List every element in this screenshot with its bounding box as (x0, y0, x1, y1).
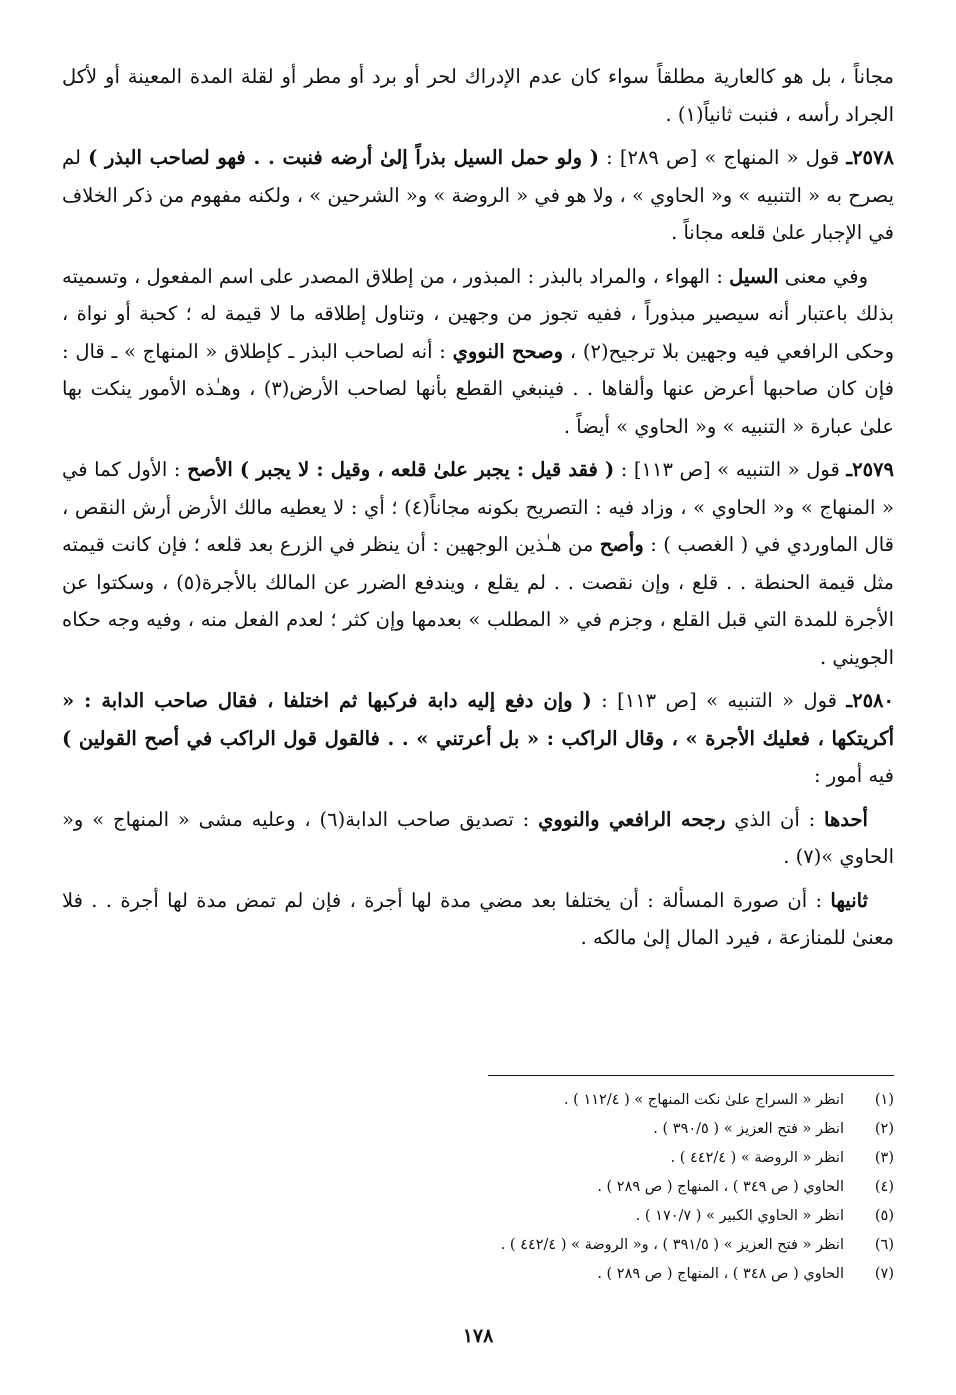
text-run: مجاناً ، بل هو كالعارية مطلقاً سواء كان عدم الإدراك لحر أو برد أو مطر أو لقلة المدة المعينة أو لأكل الجراد رأسه ، فنبت ثانياً(١) . (62, 65, 894, 126)
footnote (62, 1115, 894, 1144)
footnote-number: (٧) (874, 1266, 894, 1282)
bold-text: ٢٥٧٨ـ (846, 146, 894, 169)
footnote (62, 1086, 894, 1115)
bold-text: وأصح (599, 533, 644, 556)
text-run: وفي معنى (778, 264, 868, 288)
footnote-text: انظر « فتح العزيز » ( ٣٩١/٥ ) ، و« الروضة » ( ٤٤٢/٤ ) . (500, 1237, 844, 1253)
bold-text: ( فقد قيل : يجبر علىٰ قلعه ، وقيل : لا يجبر ) الأصح (187, 458, 615, 481)
bold-text: أحدها (824, 807, 868, 831)
bold-text: وصحح النووي (452, 339, 564, 363)
footnote-text: انظر « السراج علىٰ نكت المنهاج » ( ١١٢/٤ ) . (563, 1092, 844, 1108)
page-number: ١٧٨ (462, 1325, 494, 1347)
paragraph (62, 882, 894, 957)
text-run: من هـٰذين الوجهين : أن ينظر في الزرع بعد قلعه ؛ فإن كانت قيمته مثل قيمة الحنطة . . قلع ، وإن نقصت . . لم يقلع ، ويندفع الضرر عن المالك بالأجرة(٥) ، وسكتوا عن الأجرة للمدة التي قبل القلع ، وجزم في « المطلب » بعدمها وإن كثر ؛ لعدم الفعل منه ، وفيه وجه حكاه الجويني . (62, 533, 894, 669)
paragraph (62, 258, 894, 446)
bold-text: السيل (729, 264, 779, 288)
footnote (62, 1231, 894, 1260)
footnote (62, 1173, 894, 1202)
paragraph (62, 682, 894, 795)
footnote-number: (٦) (874, 1237, 894, 1253)
main-text (62, 58, 894, 963)
bold-text: ( وإن دفع إليه دابة فركبها ثم اختلفا ، فقال صاحب الدابة : « أكريتكها ، فعليك الأجرة » ، وقال الراكب : « بل أعرتني » . . فالقول قول الراكب في أصح القولين ) (62, 689, 894, 750)
paragraph (62, 139, 894, 252)
paragraph (62, 801, 894, 876)
bold-text: ثانيها (830, 888, 868, 912)
footnote-number: (٤) (874, 1179, 894, 1195)
bold-text: ٢٥٨٠ـ (846, 689, 894, 712)
text-run: : أنه لصاحب البذر ـ كإطلاق « المنهاج » ـ قال : فإن كان صاحبها أعرض عنها وألقاها . . فينبغي القطع بأنها لصاحب الأرض(٣) ، وهـٰذه الأمور ينكت بها علىٰ عبارة « التنبيه » و« الحاوي » أيضاً . (62, 339, 894, 438)
bold-text: ٢٥٧٩ـ (846, 458, 894, 481)
text-run: : أن صورة المسألة : أن يختلفا بعد مضي مدة لها أجرة ، فإن لم تمض مدة لها أجرة . . فلا معنىٰ للمنازعة ، فيرد المال إلىٰ مالكه . (62, 888, 894, 949)
text-run: فيه أمور : (814, 764, 894, 787)
footnote-text: الحاوي ( ص ٣٤٩ ) ، المنهاج ( ص ٢٨٩ ) . (597, 1179, 844, 1195)
text-run: قول « المنهاج » [ص ٢٨٩] : (598, 146, 847, 169)
footnotes (62, 1086, 894, 1289)
footnote (62, 1260, 894, 1289)
footnote-separator (488, 1075, 894, 1076)
footnote (62, 1144, 894, 1173)
footnote-number: (١) (874, 1092, 894, 1108)
footnote-text: الحاوي ( ص ٣٤٨ ) ، المنهاج ( ص ٢٨٩ ) . (597, 1266, 844, 1282)
text-run: : أن الذي (725, 807, 825, 831)
text-run: : الأول كما في « المنهاج » و« الحاوي » ، وزاد فيه : التصريح بكونه مجاناً(٤) ؛ أي : لا يعطيه مالك الأرض أرش النقص ، قال الماوردي في ( الغصب ) : (62, 458, 894, 556)
text-run: لم يصرح به « التنبيه » و« الحاوي » ، ولا هو في « الروضة » و« الشرحين » ، ولكنه مفهوم من ذكر الخلاف في الإجبار علىٰ قلعه مجاناً . (62, 146, 894, 244)
bold-text: ( ولو حمل السيل بذراً إلىٰ أرضه فنبت . . فهو لصاحب البذر ) (88, 146, 599, 169)
footnote-text: انظر « الروضة » ( ٤٤٢/٤ ) . (670, 1150, 844, 1166)
text-run: : تصديق صاحب الدابة(٦) ، وعليه مشى « المنهاج » و« الحاوي »(٧) . (62, 807, 894, 868)
bold-text: رجحه الرافعي والنووي (538, 807, 726, 831)
footnote (62, 1202, 894, 1231)
text-run: قول « التنبيه » [ص ١١٣] : (591, 689, 847, 712)
paragraph (62, 451, 894, 676)
footnote-number: (٥) (874, 1208, 894, 1224)
text-run: : الهواء ، والمراد بالبذر : المبذور ، من إطلاق المصدر على اسم المفعول ، وتسميته بذلك باعتبار أنه سيصير مبذوراً ، ففيه تجوز من وجهين ، وتناول إطلاقه ما لا قيمة له ؛ كحبة أو نواة ، وحكى الرافعي فيه وجهين بلا ترجيح(٢) ، (62, 264, 894, 363)
footnote-text: انظر « الحاوي الكبير » ( ١٧٠/٧ ) . (635, 1208, 844, 1224)
footnote-number: (٣) (874, 1150, 894, 1166)
text-run: قول « التنبيه » [ص ١١٣] : (614, 458, 847, 481)
footnote-text: انظر « فتح العزيز » ( ٣٩٠/٥ ) . (653, 1121, 844, 1137)
paragraph (62, 58, 894, 133)
footnote-number: (٢) (874, 1121, 894, 1137)
